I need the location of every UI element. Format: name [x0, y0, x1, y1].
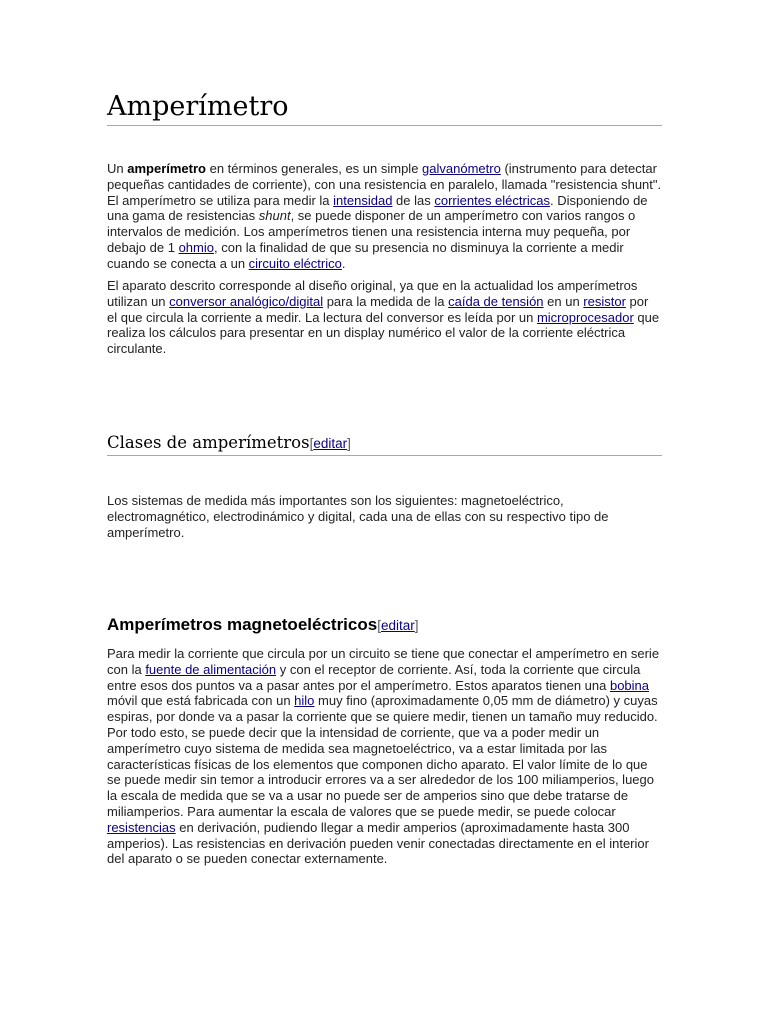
text-run: Para medir la corriente que circula por un circuito se tiene que conectar el amperímetro en serie con la [107, 646, 660, 677]
bold-term: amperímetro [127, 161, 206, 176]
section2-paragraph [107, 646, 662, 867]
italic-term: shunt [258, 208, 291, 224]
section-heading-clases [107, 432, 662, 456]
link-intensidad[interactable]: intensidad [333, 192, 393, 208]
link-microprocesador[interactable]: microprocesador [536, 309, 634, 325]
text-run: para la medida de la [323, 293, 449, 309]
text-run: Un [107, 161, 128, 176]
text-run: de las [392, 192, 435, 208]
link-hilo[interactable]: hilo [294, 693, 315, 709]
page-title: Amperímetro [107, 90, 662, 126]
text-run: (instrumento para detectar pequeñas cantidades de corriente), con una resistencia en paralelo, llamada "resistencia shunt". El amperímetro se utiliza para medir la [107, 161, 662, 208]
text-run: , se puede disponer de un amperímetro con varios rangos o intervalos de medición. Los amperímetros tienen una resistencia interna muy pequeña, por debajo de 1 [107, 208, 636, 255]
section-title: Amperímetros magnetoeléctricos [107, 615, 378, 634]
text-run: por el que circula la corriente a medir. La lectura del conversor es leída por un [107, 293, 649, 325]
text-run: , con la finalidad de que su presencia no disminuya la corriente a medir cuando se conecta a un [107, 239, 624, 271]
bracket-open: [ [309, 436, 314, 451]
link-conversor[interactable]: conversor analógico/digital [169, 293, 324, 309]
link-bobina[interactable]: bobina [609, 677, 650, 693]
text-run: . Disponiendo de una gama de resistencias [107, 192, 648, 224]
link-fuente-de-alimentacion[interactable]: fuente de alimentación [145, 661, 277, 677]
edit-section-link [310, 436, 351, 451]
edit-link[interactable]: editar [313, 436, 348, 451]
link-ohmio[interactable]: ohmio [178, 239, 214, 255]
intro-paragraph-1 [107, 161, 662, 272]
link-corrientes-electricas[interactable]: corrientes eléctricas [434, 192, 550, 208]
text-run: en derivación, pudiendo llegar a medir amperios (aproximadamente hasta 300 amperios). Las resistencias en derivación pueden venir conectadas directamente en el interior del aparato o se pueden conectar externamente. [107, 819, 649, 867]
section-title: Clases de amperímetros [107, 433, 310, 452]
link-galvanometro[interactable]: galvanómetro [422, 161, 501, 176]
text-run: que realiza los cálculos para presentar en un display numérico el valor de la corriente eléctrica circulante. [107, 309, 660, 357]
bracket-close: ] [347, 436, 351, 451]
intro-paragraph-2 [107, 278, 662, 357]
text-run: en un [543, 293, 584, 309]
text-run: móvil que está fabricada con un [107, 693, 295, 709]
text-run: . [341, 255, 346, 271]
link-caida-de-tension[interactable]: caída de tensión [448, 293, 544, 309]
edit-section-link [377, 618, 418, 633]
edit-link[interactable]: editar [380, 618, 415, 633]
text-run: muy fino (aproximadamente 0,05 mm de diámetro) y cuyas espiras, por donde va a pasar la corriente que se quiere medir, tienen un tamaño muy reducido. Por todo esto, se puede decir que la intensidad de corriente, que va a poder medir un amperímetro cuyo sistema de medida sea magnetoeléctrico, va a estar limitada por las características físicas de los elementos que componen dicho aparato. El valor límite de lo que se puede medir sin temor a introducir errores va a ser alrededor de los 100 miliamperios, luego la escala de medida que se va a usar no puede ser de amperios sino que debe tratarse de miliamperios. Para aumentar la escala de valores que se puede medir, se puede colocar [107, 693, 658, 819]
bracket-open: [ [377, 618, 381, 633]
text-run: y con el receptor de corriente. Así, toda la corriente que circula entre esos dos puntos va a pasar antes por el amperímetro. Estos aparatos tienen una [107, 661, 641, 693]
link-resistencias[interactable]: resistencias [107, 819, 176, 835]
section1-paragraph: Los sistemas de medida más importantes son los siguientes: magnetoeléctrico, electromagnético, electrodinámico y digital, cada una de ellas con su respectivo tipo de amperímetro. [107, 493, 609, 540]
text-run: El aparato descrito corresponde al diseño original, ya que en la actualidad los amperímetros utilizan un [107, 278, 638, 309]
link-resistor[interactable]: resistor [583, 293, 626, 309]
section-heading-magnetoelectricos [107, 613, 662, 638]
link-circuito-electrico[interactable]: circuito eléctrico [248, 255, 342, 271]
bracket-close: ] [414, 618, 419, 633]
text-run: en términos generales, es un simple [205, 161, 423, 176]
